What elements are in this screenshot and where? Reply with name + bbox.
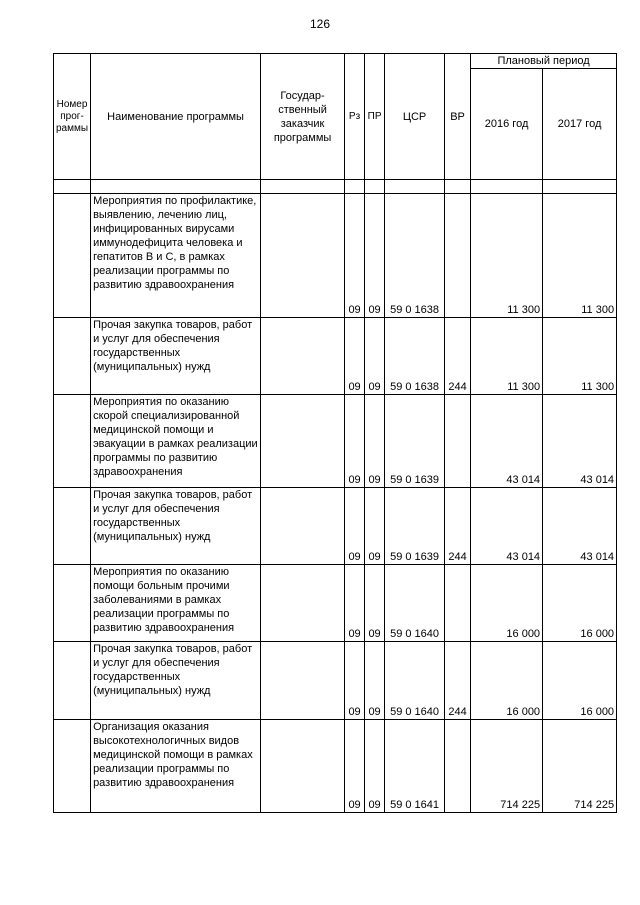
row-rz: 09 (345, 642, 365, 720)
row-2016: 11 300 (471, 318, 543, 395)
row-number (54, 488, 91, 565)
budget-table (53, 53, 617, 813)
table-row (54, 318, 617, 395)
row-rz: 09 (345, 395, 365, 488)
row-2016: 16 000 (471, 642, 543, 720)
row-rz: 09 (345, 565, 365, 642)
row-2016: 11 300 (471, 194, 543, 318)
table-row (54, 565, 617, 642)
row-number (54, 194, 91, 318)
row-csr: 59 0 1638 (385, 318, 445, 395)
row-vr: 244 (445, 488, 471, 565)
row-number (54, 642, 91, 720)
header-rz: Рз (345, 54, 365, 180)
row-2016: 43 014 (471, 488, 543, 565)
row-customer (261, 194, 345, 318)
row-pr: 09 (365, 642, 385, 720)
row-2017: 16 000 (543, 642, 617, 720)
row-name: Прочая закупка товаров, работ и услуг для обеспечения государственных (муниципальных) нужд (91, 488, 261, 565)
header-number: Номер прог-раммы (54, 54, 91, 180)
header-vr: ВР (445, 54, 471, 180)
row-customer (261, 565, 345, 642)
row-rz: 09 (345, 720, 365, 813)
table-row (54, 488, 617, 565)
row-number (54, 565, 91, 642)
row-2016: 714 225 (471, 720, 543, 813)
header-row-top (54, 54, 617, 69)
row-csr: 59 0 1639 (385, 395, 445, 488)
row-2017: 43 014 (543, 395, 617, 488)
row-2017: 714 225 (543, 720, 617, 813)
row-number (54, 395, 91, 488)
row-vr: 244 (445, 318, 471, 395)
row-customer (261, 488, 345, 565)
row-vr (445, 395, 471, 488)
header-name: Наименование программы (91, 54, 261, 180)
table-row (54, 720, 617, 813)
row-name: Организация оказания высокотехнологичных видов медицинской помощи в рамках реализации программы по развитию здравоохранения (91, 720, 261, 813)
row-pr: 09 (365, 720, 385, 813)
row-vr (445, 194, 471, 318)
table-row (54, 194, 617, 318)
row-pr: 09 (365, 565, 385, 642)
page-number: 126 (309, 17, 331, 31)
header-row-spacer (54, 180, 617, 194)
row-pr: 09 (365, 395, 385, 488)
row-vr (445, 720, 471, 813)
row-2017: 11 300 (543, 194, 617, 318)
header-year-2017: 2017 год (543, 69, 617, 180)
row-number (54, 318, 91, 395)
table-row (54, 642, 617, 720)
row-customer (261, 720, 345, 813)
row-customer (261, 318, 345, 395)
header-customer: Государ-ственный заказчик программы (261, 54, 345, 180)
row-customer (261, 395, 345, 488)
row-csr: 59 0 1638 (385, 194, 445, 318)
row-name: Мероприятия по оказанию помощи больным прочими заболеваниями в рамках реализации программы по развитию здравоохранения (91, 565, 261, 642)
header-pr: ПР (365, 54, 385, 180)
row-name: Мероприятия по профилактике, выявлению, лечению лиц, инфицированных вирусами иммунодефицита человека и гепатитов В и С, в рамках реализации программы по развитию здравоохранения (91, 194, 261, 318)
header-csr: ЦСР (385, 54, 445, 180)
row-vr: 244 (445, 642, 471, 720)
row-2017: 16 000 (543, 565, 617, 642)
row-rz: 09 (345, 318, 365, 395)
row-name: Прочая закупка товаров, работ и услуг для обеспечения государственных (муниципальных) нужд (91, 318, 261, 395)
row-number (54, 720, 91, 813)
row-name: Прочая закупка товаров, работ и услуг для обеспечения государственных (муниципальных) нужд (91, 642, 261, 720)
header-year-2016: 2016 год (471, 69, 543, 180)
row-csr: 59 0 1640 (385, 565, 445, 642)
row-2016: 16 000 (471, 565, 543, 642)
row-csr: 59 0 1640 (385, 642, 445, 720)
row-name: Мероприятия по оказанию скорой специализированной медицинской помощи и эвакуации в рамках реализации программы по развитию здравоохранения (91, 395, 261, 488)
row-pr: 09 (365, 194, 385, 318)
row-2017: 43 014 (543, 488, 617, 565)
row-pr: 09 (365, 318, 385, 395)
table-row (54, 395, 617, 488)
row-rz: 09 (345, 488, 365, 565)
row-csr: 59 0 1639 (385, 488, 445, 565)
row-vr (445, 565, 471, 642)
header-planned-period: Плановый период (471, 54, 617, 69)
row-2016: 43 014 (471, 395, 543, 488)
row-csr: 59 0 1641 (385, 720, 445, 813)
row-customer (261, 642, 345, 720)
row-rz: 09 (345, 194, 365, 318)
row-2017: 11 300 (543, 318, 617, 395)
row-pr: 09 (365, 488, 385, 565)
